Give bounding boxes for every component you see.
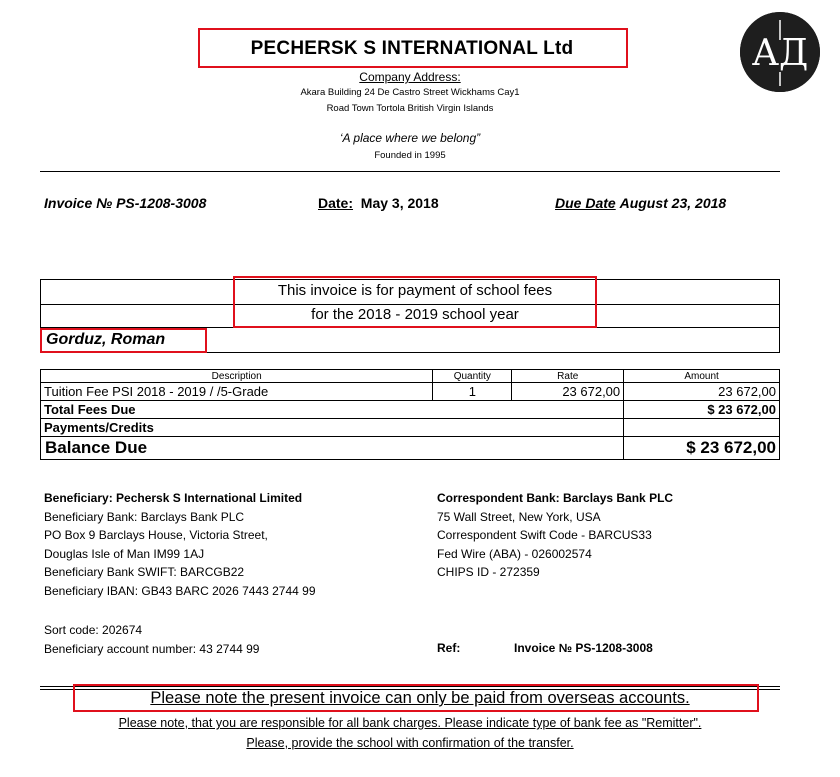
header-quantity: Quantity: [433, 370, 512, 383]
total-value: $ 23 672,00: [624, 401, 780, 419]
beneficiary-title: Beneficiary: Pechersk S International Limited: [44, 491, 303, 505]
item-amount: 23 672,00: [624, 383, 780, 401]
motto: ‘A place where we belong”: [339, 131, 481, 145]
founded-year: Founded in 1995: [374, 150, 446, 161]
correspondent-details: [437, 489, 777, 582]
table-row: [41, 383, 780, 401]
bank-charges-note: Please note, that you are responsible for all bank charges. Please indicate type of bank fee as "Remitter".: [118, 716, 702, 730]
overseas-payment-note: Please note the present invoice can only be paid from overseas accounts.: [150, 689, 690, 707]
fees-table: [40, 369, 780, 460]
purpose-line-1: This invoice is for payment of school fees: [277, 282, 553, 299]
balance-label: Balance Due: [41, 437, 624, 460]
item-description: Tuition Fee PSI 2018 - 2019 / /5-Grade: [41, 383, 433, 401]
total-row: [41, 401, 780, 419]
header-amount: Amount: [624, 370, 780, 383]
header-description: Description: [41, 370, 433, 383]
account-details: [44, 621, 424, 658]
due-label: Due Date: [555, 195, 616, 211]
table-header-row: [41, 370, 780, 383]
item-rate: 23 672,00: [512, 383, 624, 401]
correspondent-swift: Correspondent Swift Code - BARCUS33: [437, 528, 652, 543]
correspondent-title: Correspondent Bank: Barclays Bank PLC: [437, 491, 674, 505]
correspondent-address: 75 Wall Street, New York, USA: [437, 509, 601, 524]
invoice-number: Invoice № PS-1208-3008: [44, 195, 207, 211]
beneficiary-account: Beneficiary account number: 43 2744 99: [44, 641, 260, 656]
ref-label: Ref:: [437, 641, 461, 655]
header-divider: [40, 171, 780, 172]
payments-label: Payments/Credits: [41, 419, 624, 437]
sort-code: Sort code: 202674: [44, 623, 143, 637]
correspondent-chips: CHIPS ID - 272359: [437, 565, 540, 580]
invoice-date: [318, 195, 439, 211]
total-label: Total Fees Due: [41, 401, 624, 419]
correspondent-fedwire: Fed Wire (ABA) - 026002574: [437, 546, 592, 561]
balance-value: $ 23 672,00: [624, 437, 780, 460]
beneficiary-address-2: Douglas Isle of Man IM99 1AJ: [44, 546, 205, 561]
logo-monogram-icon: [740, 12, 820, 92]
item-quantity: 1: [433, 383, 512, 401]
confirmation-note: Please, provide the school with confirmation of the transfer.: [246, 736, 574, 750]
invoice-due-date: [555, 195, 726, 211]
date-value: May 3, 2018: [360, 195, 439, 211]
address-line-1: Akara Building 24 De Castro Street Wickhams Cay1: [300, 87, 520, 98]
logo-text: АД: [751, 33, 809, 74]
beneficiary-details: [44, 489, 424, 601]
payments-row: [41, 419, 780, 437]
address-line-2: Road Town Tortola British Virgin Islands: [326, 103, 494, 114]
beneficiary-bank: Beneficiary Bank: Barclays Bank PLC: [44, 509, 245, 524]
company-logo: [740, 12, 820, 92]
beneficiary-iban: Beneficiary IBAN: GB43 BARC 2026 7443 2744 99: [44, 583, 316, 598]
beneficiary-address-1: PO Box 9 Barclays House, Victoria Street,: [44, 528, 268, 543]
balance-row: [41, 437, 780, 460]
payments-value: [624, 419, 780, 437]
student-name: Gorduz, Roman: [46, 331, 166, 348]
ref-value: Invoice № PS-1208-3008: [514, 641, 653, 655]
date-label: Date:: [318, 195, 354, 211]
beneficiary-swift: Beneficiary Bank SWIFT: BARCGB22: [44, 565, 245, 580]
purpose-line-2: for the 2018 - 2019 school year: [311, 306, 519, 323]
company-name: PECHERSK S INTERNATIONAL Ltd: [250, 38, 574, 59]
address-title: Company Address:: [359, 70, 461, 84]
due-value: August 23, 2018: [619, 195, 727, 211]
header-rate: Rate: [512, 370, 624, 383]
